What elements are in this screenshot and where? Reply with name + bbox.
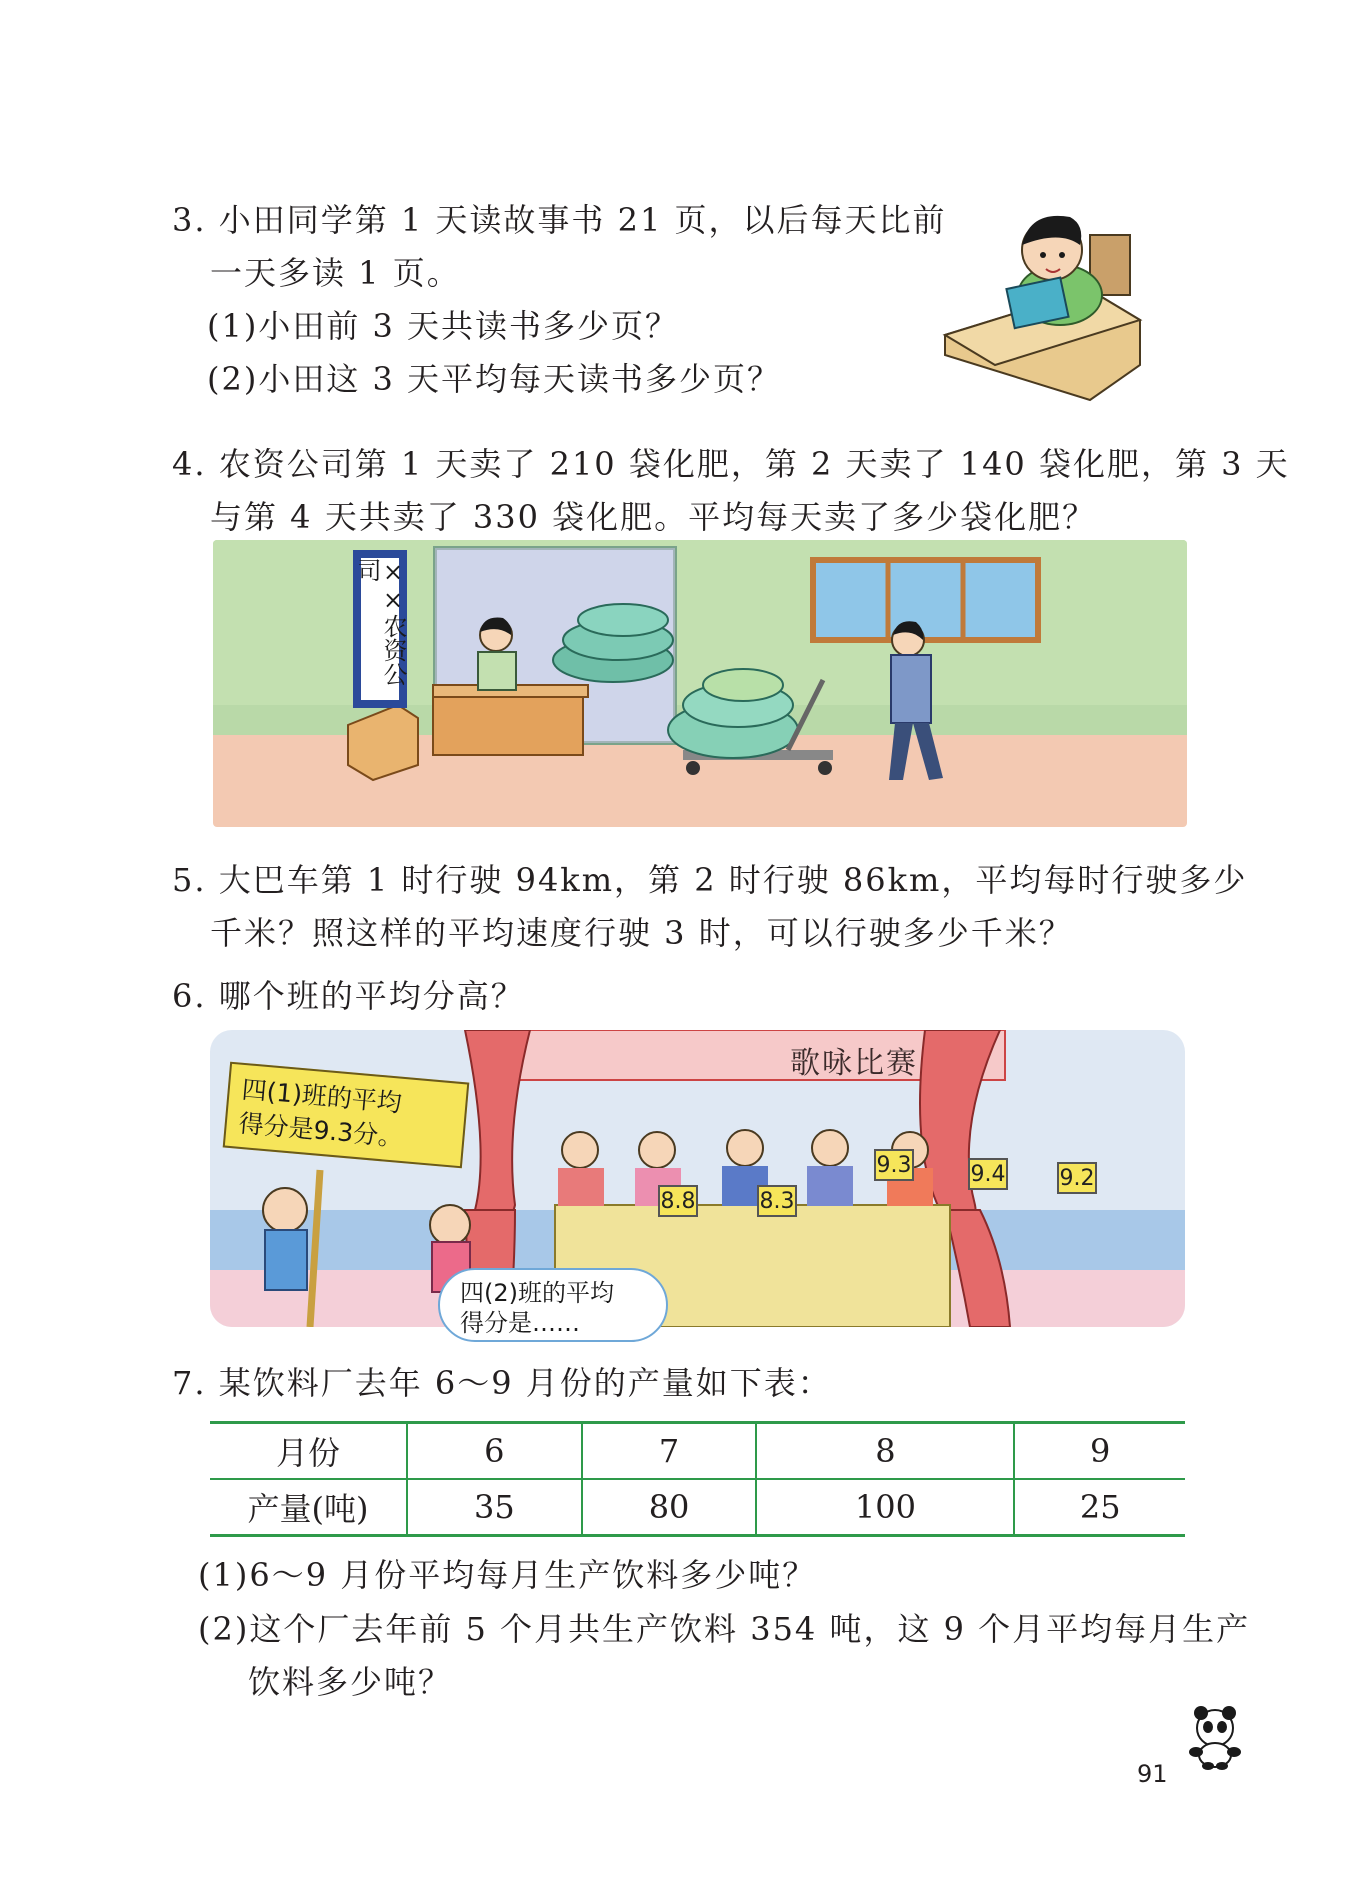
judge-score-card: 9.2 — [1057, 1162, 1097, 1194]
placard-line-2: 得分是9.3分。 — [237, 1108, 405, 1152]
boy-reading-illustration — [940, 195, 1150, 405]
table-cell: 25 — [1014, 1479, 1185, 1536]
judge-score-card: 8.3 — [757, 1185, 797, 1217]
table-row — [210, 1423, 1185, 1480]
problem-5-line-1: 5. 大巴车第 1 时行驶 94km，第 2 时行驶 86km，平均每时行驶多少 — [172, 861, 1248, 899]
table-cell: 8 — [756, 1423, 1014, 1480]
problem-5-line-2: 千米？照这样的平均速度行驶 3 时，可以行驶多少千米？ — [210, 914, 1073, 952]
table-cell: 6 — [407, 1423, 582, 1480]
company-sign-text: ××农资公司 — [361, 558, 399, 700]
table-header-month: 月份 — [210, 1423, 407, 1480]
problem-7-sub-1: (1)6～9 月份平均每月生产饮料多少吨？ — [198, 1556, 817, 1594]
problem-4-line-2: 与第 4 天共卖了 330 袋化肥。平均每天卖了多少袋化肥？ — [210, 498, 1097, 536]
contest-banner: 歌咏比赛 — [790, 1046, 918, 1081]
page-number: 91 — [1137, 1760, 1168, 1788]
class-2-speech-bubble — [438, 1268, 668, 1342]
table-cell: 35 — [407, 1479, 582, 1536]
problem-7-sub-2-line-1: (2)这个厂去年前 5 个月共生产饮料 354 吨，这 9 个月平均每月生产 — [198, 1610, 1251, 1648]
problem-3-sub-2: (2)小田这 3 天平均每天读书多少页？ — [207, 360, 782, 398]
bubble-line-1: 四(2)班的平均 — [460, 1279, 614, 1307]
panda-icon — [1180, 1700, 1250, 1770]
table-cell: 7 — [582, 1423, 757, 1480]
problem-4-line-1: 4. 农资公司第 1 天卖了 210 袋化肥，第 2 天卖了 140 袋化肥，第 3 天 — [172, 445, 1290, 483]
table-row — [210, 1479, 1185, 1536]
judge-score-card: 9.4 — [968, 1158, 1008, 1190]
problem-3-line-1: 3. 小田同学第 1 天读故事书 21 页，以后每天比前 — [172, 201, 947, 239]
table-cell: 9 — [1014, 1423, 1185, 1480]
problem-3-line-2: 一天多读 1 页。 — [210, 254, 461, 292]
problem-3-sub-1: (1)小田前 3 天共读书多少页？ — [207, 307, 680, 345]
production-table — [210, 1421, 1185, 1537]
problem-7-sub-2-line-2: 饮料多少吨？ — [248, 1663, 453, 1701]
placard-line-1: 四(1)班的平均 — [240, 1074, 403, 1118]
company-sign — [353, 550, 407, 708]
judge-score-card: 8.8 — [658, 1185, 698, 1217]
table-cell: 80 — [582, 1479, 757, 1536]
table-header-output: 产量(吨) — [210, 1479, 407, 1536]
problem-7-line-1: 7. 某饮料厂去年 6～9 月份的产量如下表： — [172, 1364, 832, 1402]
bubble-line-2: 得分是…… — [460, 1309, 580, 1337]
problem-6-line-1: 6. 哪个班的平均分高？ — [172, 977, 525, 1015]
table-cell: 100 — [756, 1479, 1014, 1536]
judge-score-card: 9.3 — [874, 1149, 914, 1181]
